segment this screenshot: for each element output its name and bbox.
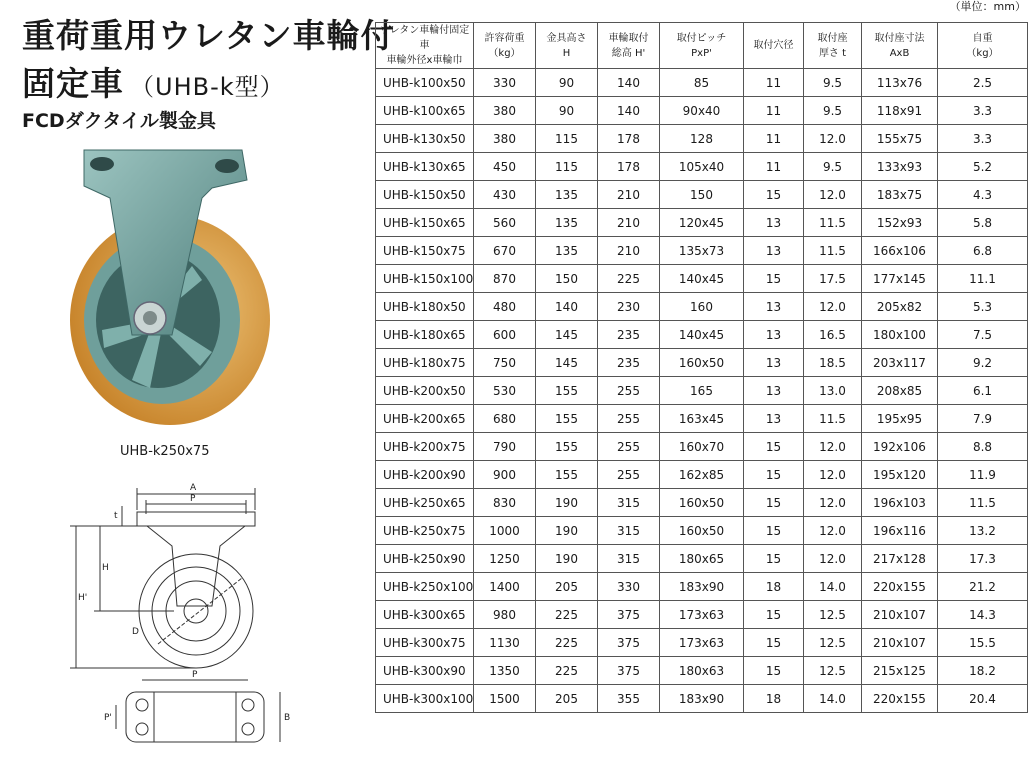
table-cell: 600: [474, 321, 536, 349]
table-row: [376, 265, 1028, 293]
table-cell: 4.3: [938, 181, 1028, 209]
model-cell: UHB-k150x65: [376, 209, 474, 237]
table-cell: 173x63: [660, 629, 744, 657]
column-header: [474, 23, 536, 69]
model-cell: UHB-k150x50: [376, 181, 474, 209]
table-cell: 14.0: [804, 573, 862, 601]
column-header-line2: 厚さ t: [818, 47, 847, 59]
table-row: [376, 237, 1028, 265]
model-cell: UHB-k300x75: [376, 629, 474, 657]
table-cell: 15: [744, 461, 804, 489]
table-cell: 3.3: [938, 97, 1028, 125]
table-cell: 140: [598, 69, 660, 97]
table-cell: 315: [598, 489, 660, 517]
table-cell: 15: [744, 181, 804, 209]
table-cell: 1130: [474, 629, 536, 657]
model-cell: UHB-k250x90: [376, 545, 474, 573]
table-cell: 13: [744, 237, 804, 265]
table-cell: 12.0: [804, 125, 862, 153]
table-cell: 178: [598, 153, 660, 181]
column-header: [598, 23, 660, 69]
table-cell: 210x107: [862, 629, 938, 657]
table-row: [376, 293, 1028, 321]
table-cell: 17.3: [938, 545, 1028, 573]
table-cell: 205: [536, 573, 598, 601]
table-cell: 17.5: [804, 265, 862, 293]
column-header-line1: 取付座: [817, 32, 848, 44]
column-header-line1: 車輪取付: [608, 32, 649, 44]
table-row: [376, 181, 1028, 209]
table-cell: 178: [598, 125, 660, 153]
table-cell: 13: [744, 321, 804, 349]
table-cell: 210: [598, 209, 660, 237]
table-row: [376, 349, 1028, 377]
table-cell: 12.0: [804, 433, 862, 461]
table-row: [376, 573, 1028, 601]
table-cell: 140x45: [660, 265, 744, 293]
table-cell: 115: [536, 153, 598, 181]
table-cell: 210: [598, 181, 660, 209]
table-row: [376, 433, 1028, 461]
table-cell: 177x145: [862, 265, 938, 293]
table-cell: 135: [536, 237, 598, 265]
column-header-line1: 取付ピッチ: [676, 32, 727, 44]
unit-note: （単位：mm）: [949, 0, 1026, 13]
table-cell: 5.3: [938, 293, 1028, 321]
table-cell: 150: [536, 265, 598, 293]
spec-table: [375, 22, 1028, 713]
table-cell: 15: [744, 629, 804, 657]
column-header-line2: （kg）: [488, 47, 521, 59]
table-cell: 190: [536, 545, 598, 573]
model-cell: UHB-k100x50: [376, 69, 474, 97]
table-cell: 375: [598, 657, 660, 685]
model-cell: UHB-k200x90: [376, 461, 474, 489]
table-cell: 315: [598, 545, 660, 573]
table-cell: 203x117: [862, 349, 938, 377]
model-cell: UHB-k180x50: [376, 293, 474, 321]
table-cell: 255: [598, 461, 660, 489]
table-cell: 205x82: [862, 293, 938, 321]
table-cell: 14.0: [804, 685, 862, 713]
table-row: [376, 629, 1028, 657]
table-cell: 13: [744, 377, 804, 405]
table-cell: 220x155: [862, 573, 938, 601]
table-cell: 140: [536, 293, 598, 321]
table-cell: 255: [598, 433, 660, 461]
table-cell: 450: [474, 153, 536, 181]
table-row: [376, 321, 1028, 349]
table-cell: 183x75: [862, 181, 938, 209]
table-cell: 12.0: [804, 489, 862, 517]
table-cell: 155: [536, 405, 598, 433]
table-cell: 1500: [474, 685, 536, 713]
table-cell: 330: [474, 69, 536, 97]
table-cell: 355: [598, 685, 660, 713]
table-cell: 255: [598, 377, 660, 405]
dimension-drawing: [62, 466, 302, 766]
table-cell: 15: [744, 601, 804, 629]
table-cell: 11.1: [938, 265, 1028, 293]
column-header: [804, 23, 862, 69]
table-cell: 8.8: [938, 433, 1028, 461]
table-cell: 980: [474, 601, 536, 629]
table-cell: 163x45: [660, 405, 744, 433]
table-cell: 90: [536, 97, 598, 125]
table-cell: 152x93: [862, 209, 938, 237]
table-cell: 160x50: [660, 517, 744, 545]
table-cell: 530: [474, 377, 536, 405]
dim-label-p: P: [190, 494, 196, 504]
table-cell: 105x40: [660, 153, 744, 181]
table-cell: 380: [474, 125, 536, 153]
table-cell: 215x125: [862, 657, 938, 685]
table-cell: 13.2: [938, 517, 1028, 545]
table-cell: 90x40: [660, 97, 744, 125]
dim-label-p-bottom: P: [192, 670, 198, 680]
model-cell: UHB-k300x90: [376, 657, 474, 685]
table-cell: 196x103: [862, 489, 938, 517]
table-cell: 162x85: [660, 461, 744, 489]
table-cell: 1350: [474, 657, 536, 685]
model-cell: UHB-k300x65: [376, 601, 474, 629]
column-header-line2: PxP': [691, 47, 712, 59]
table-cell: 560: [474, 209, 536, 237]
column-header-line2: AxB: [889, 47, 910, 59]
table-cell: 205: [536, 685, 598, 713]
model-cell: UHB-k300x100: [376, 685, 474, 713]
table-cell: 15: [744, 265, 804, 293]
table-cell: 11: [744, 125, 804, 153]
table-row: [376, 601, 1028, 629]
table-cell: 225: [536, 601, 598, 629]
table-cell: 12.0: [804, 517, 862, 545]
table-cell: 196x116: [862, 517, 938, 545]
model-cell: UHB-k180x65: [376, 321, 474, 349]
table-cell: 670: [474, 237, 536, 265]
table-cell: 9.5: [804, 97, 862, 125]
table-cell: 160: [660, 293, 744, 321]
dim-label-d: D: [132, 627, 139, 637]
table-cell: 830: [474, 489, 536, 517]
table-cell: 12.0: [804, 181, 862, 209]
table-cell: 14.3: [938, 601, 1028, 629]
table-cell: 210: [598, 237, 660, 265]
caster-photo: [62, 140, 282, 430]
table-cell: 225: [536, 629, 598, 657]
table-row: [376, 377, 1028, 405]
dim-label-h-prime: H': [78, 593, 88, 603]
table-row: [376, 461, 1028, 489]
table-cell: 375: [598, 601, 660, 629]
table-cell: 12.0: [804, 461, 862, 489]
table-cell: 15: [744, 657, 804, 685]
dim-label-t: t: [114, 511, 118, 521]
table-cell: 6.1: [938, 377, 1028, 405]
table-cell: 11: [744, 153, 804, 181]
table-cell: 430: [474, 181, 536, 209]
table-cell: 11.5: [938, 489, 1028, 517]
table-cell: 90: [536, 69, 598, 97]
table-cell: 12.0: [804, 545, 862, 573]
table-cell: 9.5: [804, 153, 862, 181]
table-cell: 210x107: [862, 601, 938, 629]
table-cell: 155: [536, 433, 598, 461]
table-cell: 155x75: [862, 125, 938, 153]
table-cell: 11.9: [938, 461, 1028, 489]
table-cell: 9.2: [938, 349, 1028, 377]
photo-caption: UHB-k250x75: [120, 444, 210, 459]
table-cell: 11.5: [804, 237, 862, 265]
column-header-line1: 許容荷重: [484, 32, 525, 44]
column-header-line2: 車輪外径x車輪巾: [386, 55, 463, 66]
table-cell: 12.5: [804, 601, 862, 629]
table-cell: 165: [660, 377, 744, 405]
table-cell: 230: [598, 293, 660, 321]
table-cell: 18.2: [938, 657, 1028, 685]
table-cell: 145: [536, 349, 598, 377]
product-panel: [0, 0, 395, 769]
spec-table-header: [376, 23, 1028, 69]
material-subtitle: FCDダクタイル製金具: [22, 110, 216, 132]
table-cell: 2.5: [938, 69, 1028, 97]
table-cell: 18: [744, 685, 804, 713]
column-header-line2: H: [562, 47, 571, 59]
table-cell: 133x93: [862, 153, 938, 181]
table-cell: 12.5: [804, 657, 862, 685]
model-cell: UHB-k130x65: [376, 153, 474, 181]
model-cell: UHB-k100x65: [376, 97, 474, 125]
table-cell: 192x106: [862, 433, 938, 461]
table-cell: 375: [598, 629, 660, 657]
model-cell: UHB-k200x50: [376, 377, 474, 405]
model-cell: UHB-k150x100: [376, 265, 474, 293]
table-cell: 900: [474, 461, 536, 489]
product-title: 重荷重用ウレタン車輪付: [22, 16, 395, 55]
table-cell: 150: [660, 181, 744, 209]
table-cell: 15: [744, 489, 804, 517]
table-cell: 180x63: [660, 657, 744, 685]
table-cell: 183x90: [660, 573, 744, 601]
table-row: [376, 125, 1028, 153]
dim-label-h: H: [102, 563, 109, 573]
column-header-line1: 金具高さ: [546, 32, 587, 44]
table-cell: 217x128: [862, 545, 938, 573]
table-row: [376, 153, 1028, 181]
column-header-line1: 取付座寸法: [874, 32, 925, 44]
table-row: [376, 517, 1028, 545]
table-cell: 183x90: [660, 685, 744, 713]
table-cell: 225: [536, 657, 598, 685]
column-header-line1: 自重: [972, 32, 993, 44]
table-cell: 9.5: [804, 69, 862, 97]
table-cell: 155: [536, 377, 598, 405]
table-cell: 1000: [474, 517, 536, 545]
table-cell: 225: [598, 265, 660, 293]
table-cell: 18: [744, 573, 804, 601]
table-cell: 155: [536, 461, 598, 489]
table-cell: 1250: [474, 545, 536, 573]
table-cell: 140x45: [660, 321, 744, 349]
table-cell: 255: [598, 405, 660, 433]
model-cell: UHB-k250x65: [376, 489, 474, 517]
table-cell: 85: [660, 69, 744, 97]
column-header: [660, 23, 744, 69]
table-cell: 15: [744, 433, 804, 461]
column-header: [536, 23, 598, 69]
table-cell: 330: [598, 573, 660, 601]
product-title-line2: [22, 58, 285, 105]
table-cell: 480: [474, 293, 536, 321]
table-cell: 180x65: [660, 545, 744, 573]
model-cell: UHB-k250x75: [376, 517, 474, 545]
spec-table-body: [376, 69, 1028, 713]
table-cell: 20.4: [938, 685, 1028, 713]
table-cell: 790: [474, 433, 536, 461]
product-category: 固定車: [22, 64, 124, 103]
table-cell: 5.8: [938, 209, 1028, 237]
dim-label-a: A: [190, 483, 197, 493]
column-header: [862, 23, 938, 69]
table-cell: 160x70: [660, 433, 744, 461]
table-cell: 120x45: [660, 209, 744, 237]
table-cell: 160x50: [660, 349, 744, 377]
table-cell: 220x155: [862, 685, 938, 713]
model-cell: UHB-k150x75: [376, 237, 474, 265]
table-cell: 870: [474, 265, 536, 293]
table-cell: 118x91: [862, 97, 938, 125]
column-header-line1: ウレタン車輪付固定車: [379, 25, 470, 51]
table-cell: 750: [474, 349, 536, 377]
table-cell: 11.5: [804, 405, 862, 433]
table-cell: 113x76: [862, 69, 938, 97]
column-header-line1: 取付穴径: [753, 40, 794, 51]
table-cell: 680: [474, 405, 536, 433]
table-cell: 15: [744, 545, 804, 573]
model-cell: UHB-k250x100: [376, 573, 474, 601]
table-cell: 128: [660, 125, 744, 153]
table-cell: 145: [536, 321, 598, 349]
table-cell: 18.5: [804, 349, 862, 377]
dim-label-p-prime: P': [104, 713, 112, 723]
table-cell: 235: [598, 349, 660, 377]
table-row: [376, 209, 1028, 237]
table-cell: 315: [598, 517, 660, 545]
table-cell: 195x95: [862, 405, 938, 433]
table-row: [376, 97, 1028, 125]
table-cell: 6.8: [938, 237, 1028, 265]
table-cell: 5.2: [938, 153, 1028, 181]
table-cell: 173x63: [660, 601, 744, 629]
table-row: [376, 489, 1028, 517]
table-row: [376, 685, 1028, 713]
table-cell: 208x85: [862, 377, 938, 405]
table-cell: 13: [744, 293, 804, 321]
column-header: [938, 23, 1028, 69]
table-cell: 13: [744, 209, 804, 237]
table-cell: 135x73: [660, 237, 744, 265]
table-cell: 15: [744, 517, 804, 545]
table-cell: 190: [536, 489, 598, 517]
table-cell: 11: [744, 97, 804, 125]
table-cell: 180x100: [862, 321, 938, 349]
column-header-line2: （kg）: [966, 47, 999, 59]
column-header: [376, 23, 474, 69]
model-cell: UHB-k130x50: [376, 125, 474, 153]
table-cell: 13: [744, 405, 804, 433]
table-cell: 12.0: [804, 293, 862, 321]
table-cell: 13: [744, 349, 804, 377]
table-cell: 140: [598, 97, 660, 125]
table-cell: 15.5: [938, 629, 1028, 657]
table-cell: 11.5: [804, 209, 862, 237]
table-cell: 12.5: [804, 629, 862, 657]
table-cell: 11: [744, 69, 804, 97]
table-cell: 7.9: [938, 405, 1028, 433]
table-row: [376, 657, 1028, 685]
table-cell: 21.2: [938, 573, 1028, 601]
table-cell: 1400: [474, 573, 536, 601]
header-row: [376, 23, 1028, 69]
table-cell: 7.5: [938, 321, 1028, 349]
table-cell: 135: [536, 209, 598, 237]
table-row: [376, 545, 1028, 573]
table-cell: 380: [474, 97, 536, 125]
model-type: （UHB-k型）: [130, 73, 285, 101]
table-cell: 115: [536, 125, 598, 153]
model-cell: UHB-k200x65: [376, 405, 474, 433]
model-cell: UHB-k200x75: [376, 433, 474, 461]
table-cell: 166x106: [862, 237, 938, 265]
table-row: [376, 405, 1028, 433]
table-cell: 16.5: [804, 321, 862, 349]
table-cell: 135: [536, 181, 598, 209]
column-header: [744, 23, 804, 69]
table-cell: 160x50: [660, 489, 744, 517]
table-cell: 190: [536, 517, 598, 545]
column-header-line2: 総高 H': [611, 47, 646, 59]
table-cell: 235: [598, 321, 660, 349]
dim-label-b: B: [284, 713, 291, 723]
model-cell: UHB-k180x75: [376, 349, 474, 377]
table-cell: 13.0: [804, 377, 862, 405]
table-row: [376, 69, 1028, 97]
table-cell: 3.3: [938, 125, 1028, 153]
table-cell: 195x120: [862, 461, 938, 489]
